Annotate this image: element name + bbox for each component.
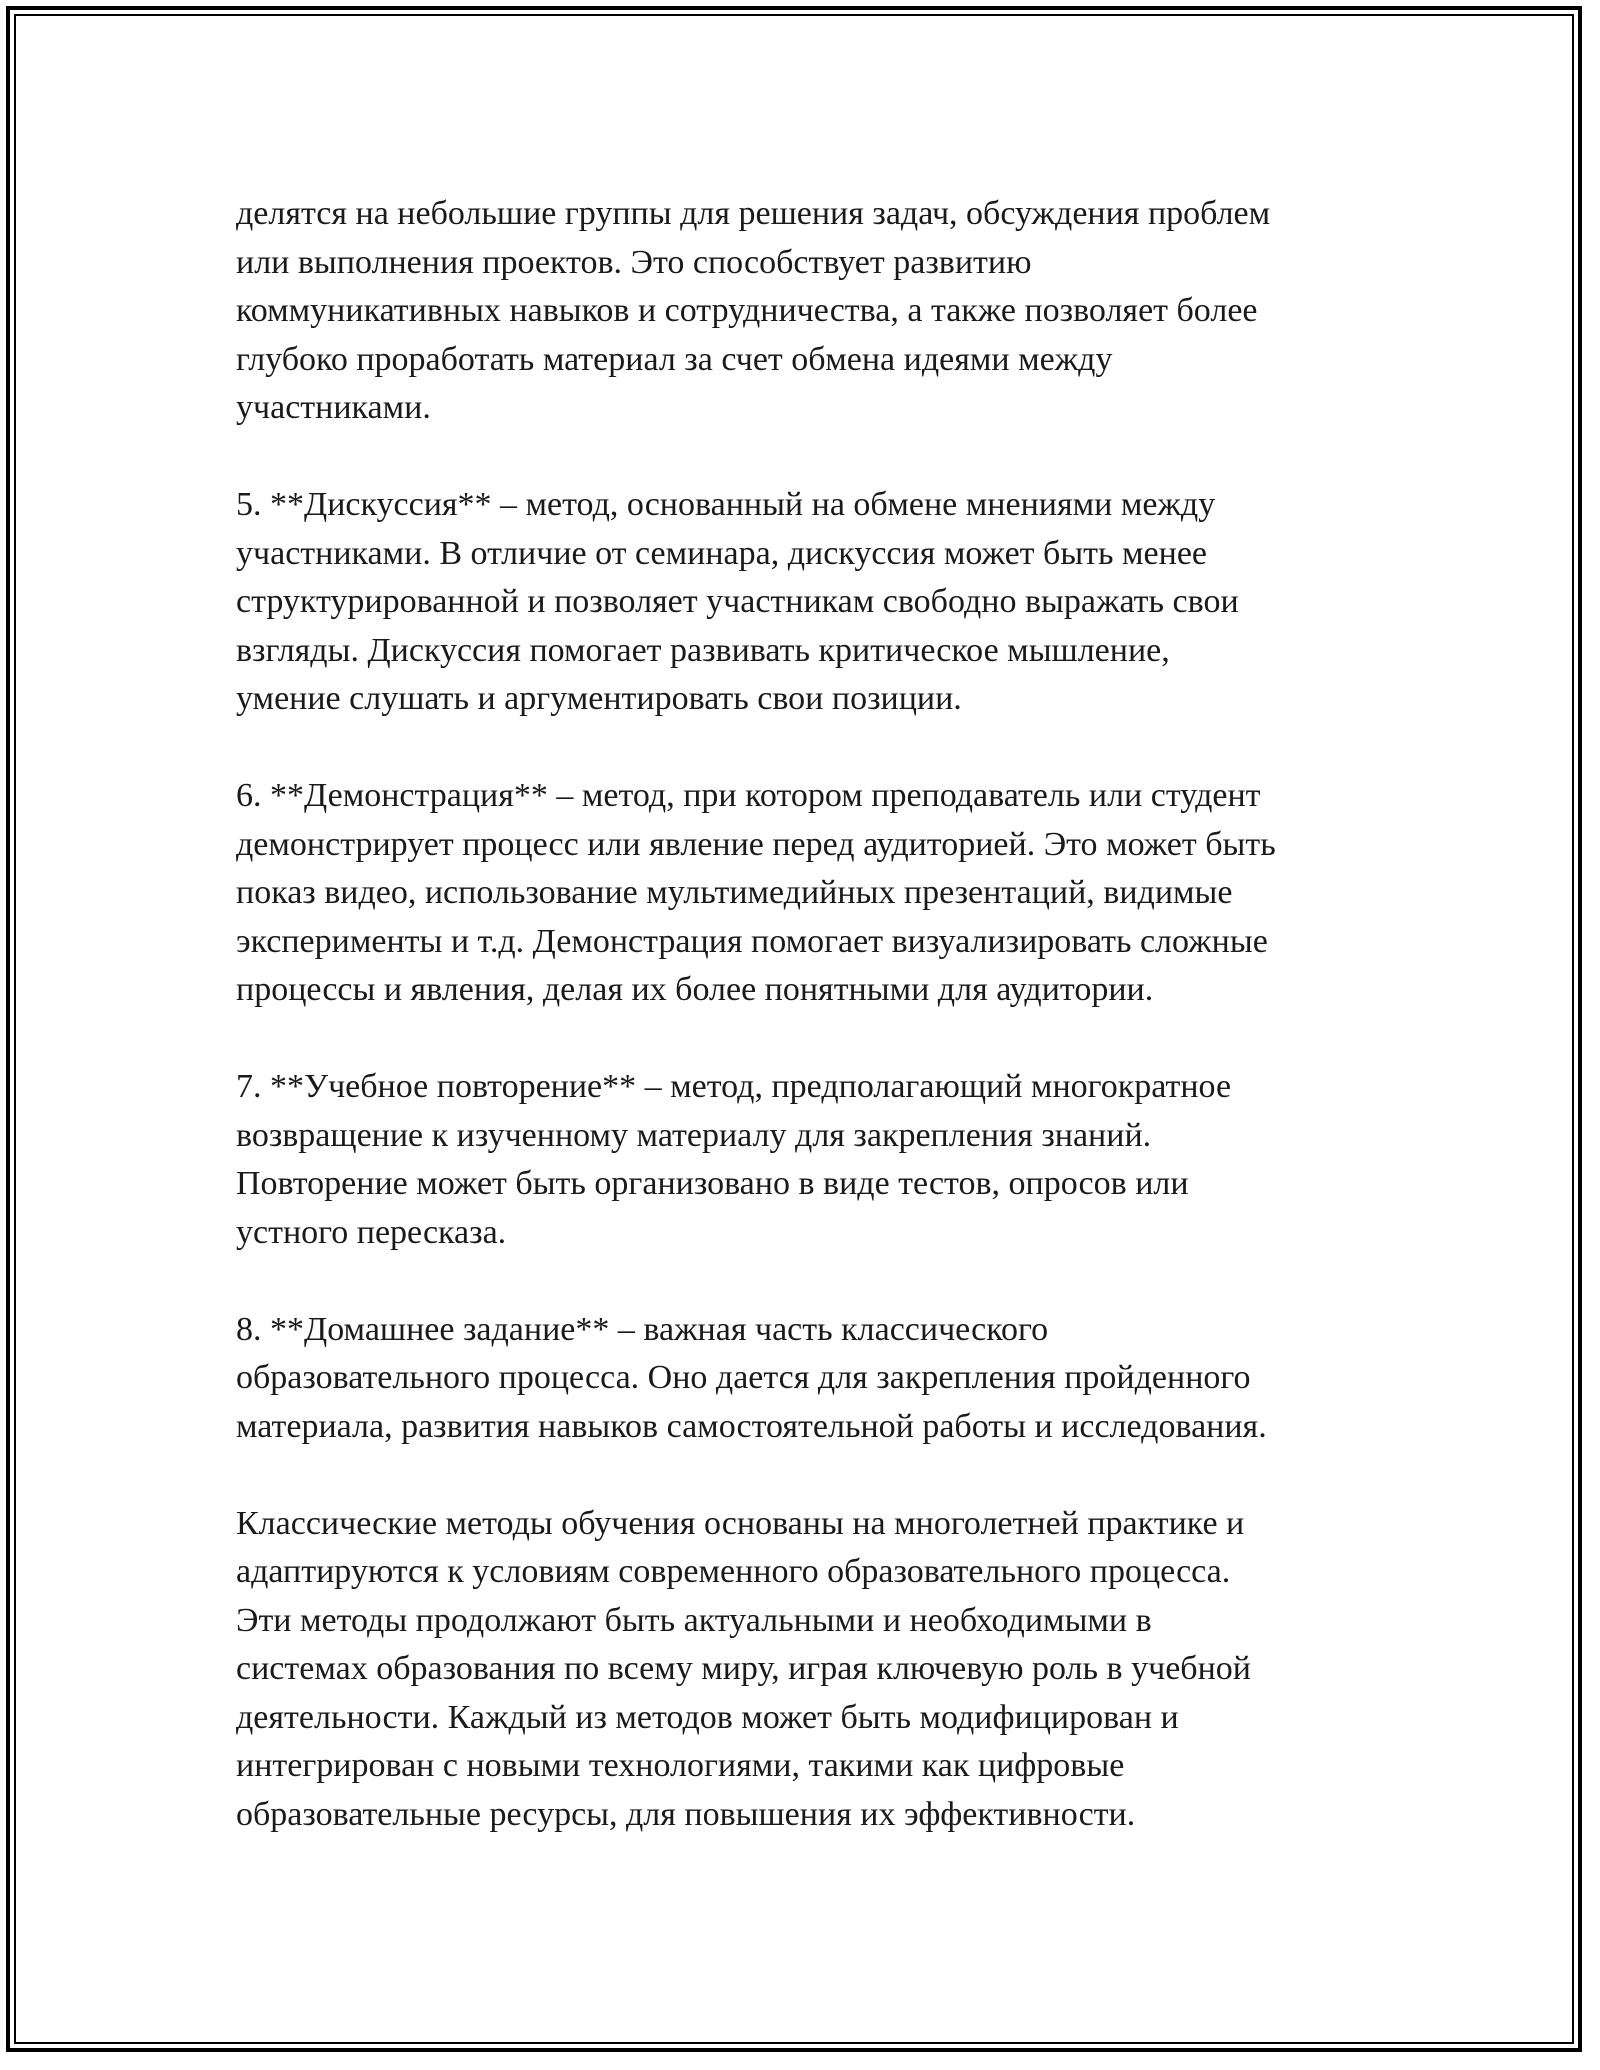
paragraph-discussion — [236, 481, 1386, 724]
text-line: 5. **Дискуссия** – метод, основанный на обмене мнениями между — [236, 486, 1216, 523]
text-line: образовательного процесса. Оно дается для закрепления пройденного — [236, 1359, 1251, 1396]
text-line: Эти методы продолжают быть актуальными и необходимыми в — [236, 1601, 1152, 1639]
text-line: демонстрирует процесс или явление перед аудиторией. Это может быть — [236, 825, 1276, 863]
paragraph-conclusion — [236, 1500, 1386, 1840]
text-line: материала, развития навыков самостоятельной работы и исследования. — [236, 1407, 1267, 1445]
paragraph-demonstration — [236, 772, 1386, 1015]
text-line: адаптируются к условиям современного образовательного процесса. — [236, 1553, 1231, 1590]
text-line: коммуникативных навыков и сотрудничества, а также позволяет более — [236, 292, 1258, 329]
text-line: возвращение к изученному материалу для закрепления знаний. — [236, 1116, 1152, 1154]
text-line: процессы и явления, делая их более понятными для аудитории. — [236, 971, 1154, 1008]
text-line: 6. **Демонстрация** – метод, при котором преподаватель или студент — [236, 777, 1261, 814]
text-line: показ видео, использование мультимедийных презентаций, видимые — [236, 874, 1233, 911]
paragraph-homework — [236, 1306, 1386, 1452]
text-line: 7. **Учебное повторение** – метод, предполагающий многократное — [236, 1068, 1232, 1105]
text-line: эксперименты и т.д. Демонстрация помогает визуализировать сложные — [236, 922, 1268, 960]
text-line: глубоко проработать материал за счет обмена идеями между — [236, 340, 1113, 378]
text-line: Классические методы обучения основаны на многолетней практике и — [236, 1504, 1245, 1542]
text-line: участниками. — [236, 389, 431, 426]
text-line: участниками. В отличие от семинара, дискуссия может быть менее — [236, 534, 1208, 572]
document-body — [236, 190, 1386, 1839]
text-line: системах образования по всему миру, играя ключевую роль в учебной — [236, 1650, 1251, 1687]
text-line: Повторение может быть организовано в виде тестов, опросов или — [236, 1165, 1189, 1202]
paragraph-group-work — [236, 190, 1386, 433]
text-line: делятся на небольшие группы для решения задач, обсуждения проблем — [236, 195, 1271, 232]
text-line: интегрирован с новыми технологиями, такими как цифровые — [236, 1747, 1125, 1784]
text-line: 8. **Домашнее задание** – важная часть классического — [236, 1310, 1049, 1348]
text-line: деятельности. Каждый из методов может быть модифицирован и — [236, 1698, 1179, 1736]
text-line: образовательные ресурсы, для повышения их эффективности. — [236, 1795, 1136, 1833]
text-line: взгляды. Дискуссия помогает развивать критическое мышление, — [236, 631, 1170, 669]
text-line: устного пересказа. — [236, 1213, 507, 1251]
text-line: или выполнения проектов. Это способствует развитию — [236, 243, 1032, 281]
text-line: умение слушать и аргументировать свои позиции. — [236, 680, 962, 717]
text-line: структурированной и позволяет участникам свободно выражать свои — [236, 583, 1239, 620]
paragraph-repetition — [236, 1063, 1386, 1257]
